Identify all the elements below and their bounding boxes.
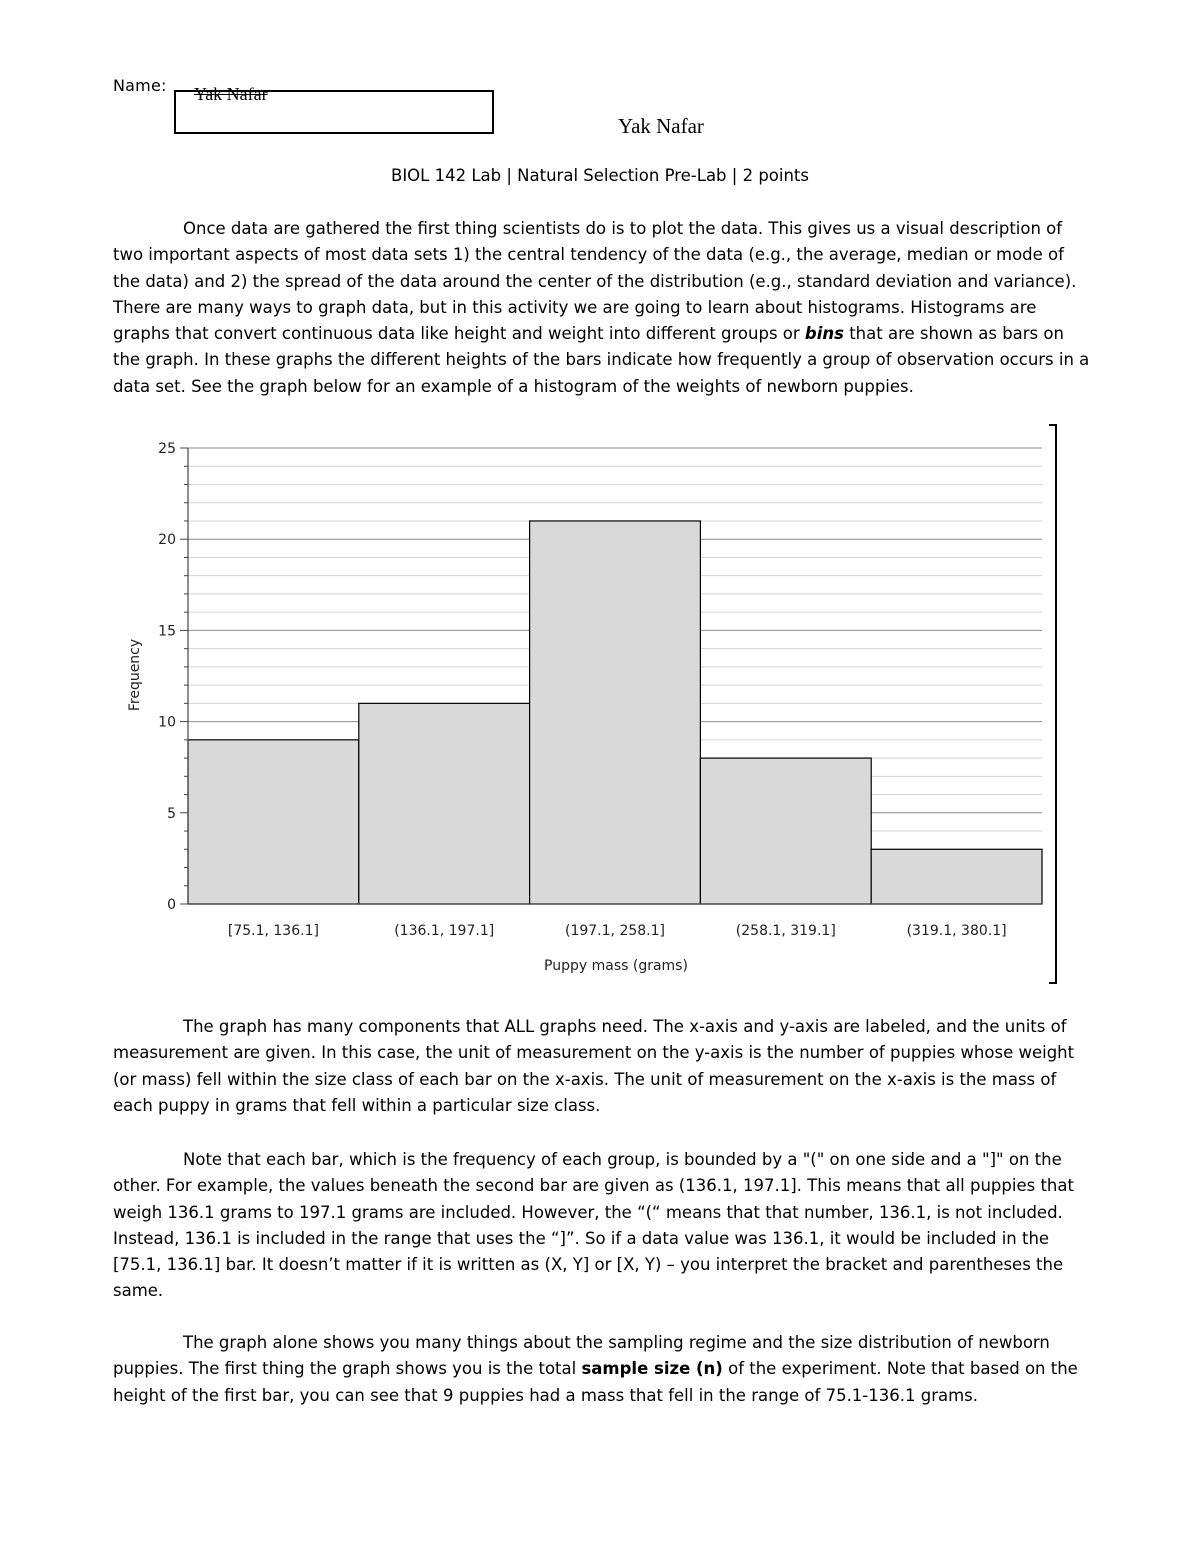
x-tick-label: (197.1, 258.1] bbox=[565, 923, 665, 939]
y-tick-label: 0 bbox=[167, 897, 176, 913]
intro-paragraph bbox=[113, 216, 1091, 400]
y-tick-label: 15 bbox=[158, 623, 176, 640]
x-tick-label: (258.1, 319.1] bbox=[735, 923, 836, 939]
graph-components-paragraph bbox=[113, 1014, 1091, 1119]
histogram-bar bbox=[700, 758, 871, 904]
sample-size-term: sample size (n) bbox=[581, 1359, 723, 1379]
y-tick-label: 5 bbox=[167, 805, 176, 822]
y-tick-label: 20 bbox=[158, 532, 176, 549]
name-field-value: Yak Nafar bbox=[194, 84, 268, 104]
brackets-paragraph bbox=[113, 1147, 1091, 1305]
sample-size-text-a: The graph alone shows you many things about the sampling regime and the size distribution of newborn puppies. The first thing the graph shows you is the total bbox=[113, 1333, 1050, 1379]
document-heading: BIOL 142 Lab | Natural Selection Pre-Lab | 2 points bbox=[391, 166, 809, 185]
histogram-bar bbox=[871, 849, 1042, 904]
histogram-chart bbox=[110, 430, 1050, 980]
y-tick-label: 25 bbox=[158, 441, 176, 457]
intro-text-b: that are shown as bars on the graph. In these graphs the different heights of the bars indicate how frequently a group of observation occurs in a data set. See the graph below for an example of a histogram of the weights of newborn puppies. bbox=[113, 324, 1090, 396]
y-tick-label: 10 bbox=[158, 714, 176, 731]
chart-bars bbox=[188, 521, 1042, 904]
name-label: Name: bbox=[113, 76, 167, 95]
bins-term: bins bbox=[804, 324, 844, 344]
x-tick-label: (319.1, 380.1] bbox=[906, 923, 1007, 939]
chart-frame-bottom bbox=[1049, 982, 1057, 984]
student-name: Yak Nafar bbox=[618, 114, 704, 138]
chart-frame-border bbox=[1055, 424, 1057, 984]
sample-size-text-b: of the experiment. Note that based on the height of the first bar, you can see that 9 puppies had a mass that fell in the range of 75.1-136.1 grams. bbox=[113, 1359, 1078, 1405]
brackets-text: Note that each bar, which is the frequency of each group, is bounded by a "(" on one side and a "]" on the other. For example, the values beneath the second bar are given as (136.1, 197.1]. This means that all puppies that weigh 136.1 grams to 197.1 grams are included. However, the “(“ means that that number, 136.1, is not included. Instead, 136.1 is included in the range that uses the “]”. So if a data value was 136.1, it would be included in the [75.1, 136.1] bar. It doesn’t matter if it is written as (X, Y] or [X, Y) – you interpret the bracket and parentheses the same. bbox=[113, 1150, 1074, 1301]
histogram-bar bbox=[188, 740, 359, 904]
histogram-bar bbox=[359, 703, 530, 904]
sample-size-paragraph bbox=[113, 1330, 1091, 1409]
x-tick-label: (136.1, 197.1] bbox=[394, 923, 495, 939]
histogram-bar bbox=[530, 521, 701, 904]
graph-components-text: The graph has many components that ALL graphs need. The x-axis and y-axis are labeled, and the units of measurement are given. In this case, the unit of measurement on the y-axis is the number of puppies whose weight (or mass) fell within the size class of each bar on the x-axis. The unit of measurement on the x-axis is the mass of each puppy in grams that fell within a particular size class. bbox=[113, 1017, 1075, 1115]
intro-text-a: Once data are gathered the first thing scientists do is to plot the data. This gives us a visual description of two important aspects of most data sets 1) the central tendency of the data (e.g., the average, median or mode of the data) and 2) the spread of the data around the center of the distribution (e.g., standard deviation and variance). There are many ways to graph data, but in this activity we are going to learn about histograms. Histograms are graphs that convert continuous data like height and weight into different groups or bbox=[113, 219, 1077, 344]
x-tick-label: [75.1, 136.1] bbox=[227, 923, 319, 939]
x-axis-title: Puppy mass (grams) bbox=[544, 958, 688, 974]
y-axis-title: Frequency bbox=[127, 638, 143, 712]
